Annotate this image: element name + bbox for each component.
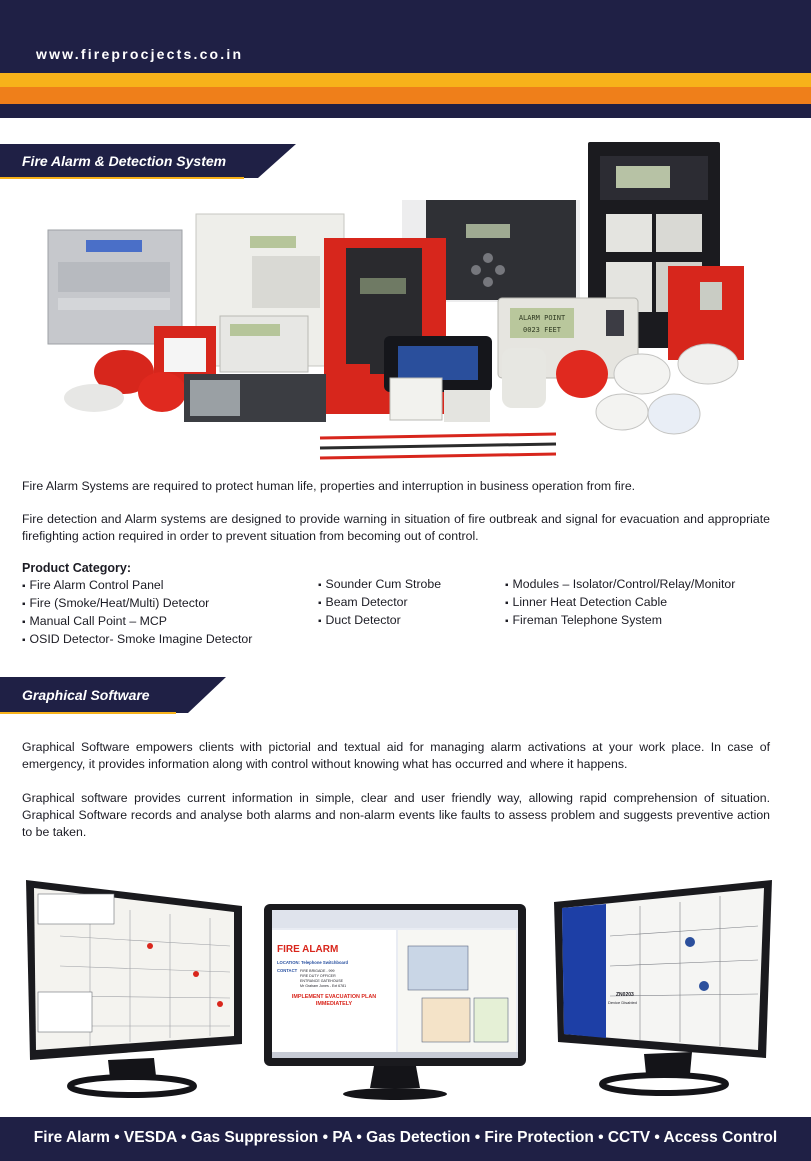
alert-contact-line-2: FIRE DUTY OFFICER: [300, 974, 336, 978]
fire-alarm-para-2: Fire detection and Alarm systems are designed to provide warning in situation of fire outbreak and signal for evacuation and appropriate firefighting action required in order to prevent situation from becoming out of control.: [22, 512, 770, 543]
product-category-item: ▪ Fireman Telephone System: [505, 612, 735, 630]
product-category-heading: Product Category:: [22, 561, 132, 575]
footer-band: [0, 1117, 811, 1161]
header-stripe-dark: [0, 104, 811, 118]
website-url[interactable]: www.fireprocjects.co.in: [36, 46, 244, 62]
fire-alarm-para-1: Fire Alarm Systems are required to protect human life, properties and interruption in business operation from fire.: [22, 479, 636, 493]
monitor-center-image: [262, 902, 528, 1104]
product-category-item: ▪ Modules – Isolator/Control/Relay/Monitor: [505, 576, 735, 594]
monitor-left-image: [20, 876, 252, 1098]
header-stripe-yellow: [0, 73, 811, 87]
alert-contact-label: CONTACT: [277, 968, 298, 973]
product-category-item: ▪ Duct Detector: [318, 612, 441, 630]
fire-alarm-products-image: [40, 138, 760, 464]
product-category-item: ▪ Sounder Cum Strobe: [318, 576, 441, 594]
section-title-graphical-software: Graphical Software: [22, 687, 150, 703]
section-title-fire-alarm: Fire Alarm & Detection System: [22, 153, 227, 169]
monitor-right-image: [540, 876, 780, 1098]
section-tab-graphical-software: [0, 677, 230, 713]
product-category-item: ▪ Beam Detector: [318, 594, 441, 612]
zone-status: Device Disabled: [608, 1000, 637, 1005]
alert-instruction-line-1: IMPLEMENT EVACUATION PLAN: [291, 994, 377, 1000]
fire-alarm-alert-title: FIRE ALARM: [277, 944, 339, 955]
product-category-item: ▪ Manual Call Point – MCP: [22, 613, 252, 631]
footer-services: Fire Alarm • VESDA • Gas Suppression • PA • Gas Detection • Fire Protection • CCTV • Access Control: [33, 1129, 778, 1146]
beam-display-line2: 0023 FEET: [523, 326, 561, 334]
product-list-col-2: [318, 576, 441, 630]
header-stripe-orange: [0, 87, 811, 104]
product-category-item: ▪ Fire (Smoke/Heat/Multi) Detector: [22, 595, 252, 613]
software-para-1: Graphical Software empowers clients with pictorial and textual aid for managing alarm activations at your work place. In case of emergency, it provides information along with control without knowing what has occurred and where it happens.: [22, 740, 770, 771]
header-band: [0, 0, 811, 118]
alert-location: LOCATION: Telephone Switchboard: [277, 960, 349, 965]
product-category-item: ▪ Fire Alarm Control Panel: [22, 577, 252, 595]
product-list-col-3: [505, 576, 735, 630]
alert-instruction-line-2: IMMEDIATELY: [315, 1001, 353, 1007]
alert-contact-line-4: Mr Graham Jones - Ext 6781: [300, 984, 347, 988]
product-category-item: ▪ Linner Heat Detection Cable: [505, 594, 735, 612]
zone-label: ZN0203: [616, 992, 634, 998]
product-category-item: ▪ OSID Detector- Smoke Imagine Detector: [22, 631, 252, 649]
software-para-2: Graphical software provides current information in simple, clear and user friendly way, allowing rapid comprehension of situation. Graphical Software records and analyse both alarms and non-alarm events like faults to assess problem and suggests preventive action to be taken.: [22, 791, 770, 839]
alert-contact-line-1: FIRE BRIGADE - 999: [300, 969, 335, 973]
beam-display-line1: ALARM POINT: [518, 314, 566, 322]
product-list-col-1: [22, 577, 252, 649]
alert-contact-line-3: ENTRANCE GATEHOUSE: [300, 979, 344, 983]
